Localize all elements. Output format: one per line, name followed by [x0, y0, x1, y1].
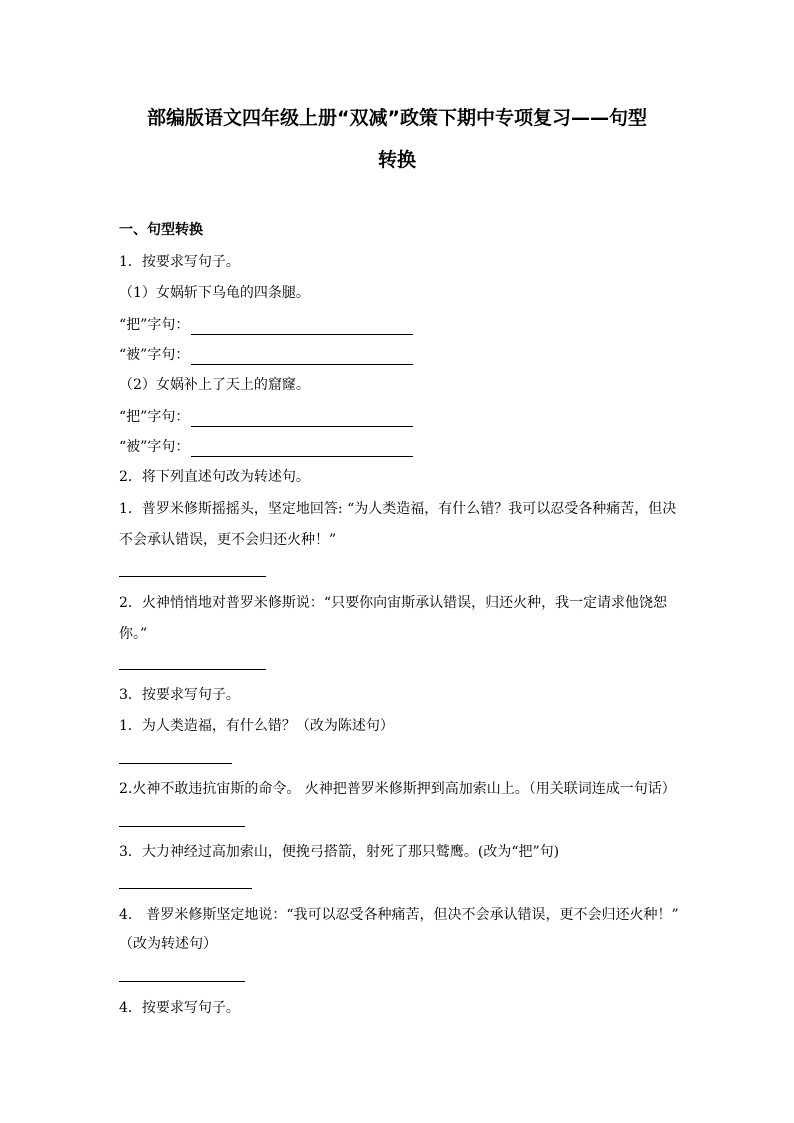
answer-label: “把”字句： — [119, 409, 190, 425]
answer-line[interactable] — [119, 763, 232, 764]
question-2-item-1-line-1: 1．普罗米修斯摇摇头，坚定地回答: “为人类造福，有什么错？我可以忍受各种痛苦，但决 — [119, 501, 677, 517]
question-3-item-3: 3．大力神经过高加索山，便挽弓搭箭，射死了那只鹫鹰。(改为“把”句) — [119, 844, 560, 860]
answer-row-ba-2 — [119, 407, 413, 427]
answer-row-ba-1 — [119, 315, 413, 335]
question-3-item-1: 1．为人类造福，有什么错？（改为陈述句） — [119, 718, 394, 734]
answer-blank[interactable] — [191, 350, 413, 365]
answer-line[interactable] — [119, 888, 252, 889]
answer-label: “把”字句： — [119, 317, 190, 333]
answer-line[interactable] — [119, 981, 245, 982]
answer-row-bei-2 — [119, 437, 413, 457]
question-3-item-4-line-1: 4． 普罗米修斯坚定地说：“我可以忍受各种痛苦，但决不会承认错误，更不会归还火种！” — [119, 907, 679, 923]
section-heading: 一、句型转换 — [119, 222, 203, 238]
answer-line[interactable] — [119, 576, 266, 577]
answer-line[interactable] — [119, 826, 245, 827]
answer-label: “被”字句： — [119, 347, 190, 363]
answer-blank[interactable] — [191, 320, 413, 335]
page-title-line-2: 转换 — [377, 149, 416, 171]
question-3-item-2: 2.火神不敢违抗宙斯的命令。 火神把普罗米修斯押到高加索山上。（用关联词连成一句话） — [119, 781, 676, 797]
answer-blank[interactable] — [191, 442, 413, 457]
question-3-label: 3．按要求写句子。 — [119, 687, 240, 703]
answer-line[interactable] — [119, 669, 266, 670]
question-1-sub-1: （1）女娲斩下乌龟的四条腿。 — [119, 285, 310, 301]
question-1-label: 1．按要求写句子。 — [119, 254, 240, 270]
question-2-item-2-line-1: 2．火神悄悄地对普罗米修斯说：“只要你向宙斯承认错误，归还火种，我一定请求他饶恕 — [119, 595, 668, 611]
question-2-item-1-line-2: 不会承认错误，更不会归还火种！” — [119, 532, 337, 548]
question-3-item-4-line-2: （改为转述句） — [119, 936, 217, 952]
question-1-sub-2: （2）女娲补上了天上的窟窿。 — [119, 377, 310, 393]
question-2-item-2-line-2: 你。” — [119, 626, 148, 642]
answer-label: “被”字句： — [119, 439, 190, 455]
question-2-label: 2．将下列直述句改为转述句。 — [119, 469, 310, 485]
answer-blank[interactable] — [191, 412, 413, 427]
answer-row-bei-1 — [119, 345, 413, 365]
question-4-label: 4．按要求写句子。 — [119, 1000, 240, 1016]
page-title-line-1: 部编版语文四年级上册“双减”政策下期中专项复习——句型 — [147, 107, 647, 129]
